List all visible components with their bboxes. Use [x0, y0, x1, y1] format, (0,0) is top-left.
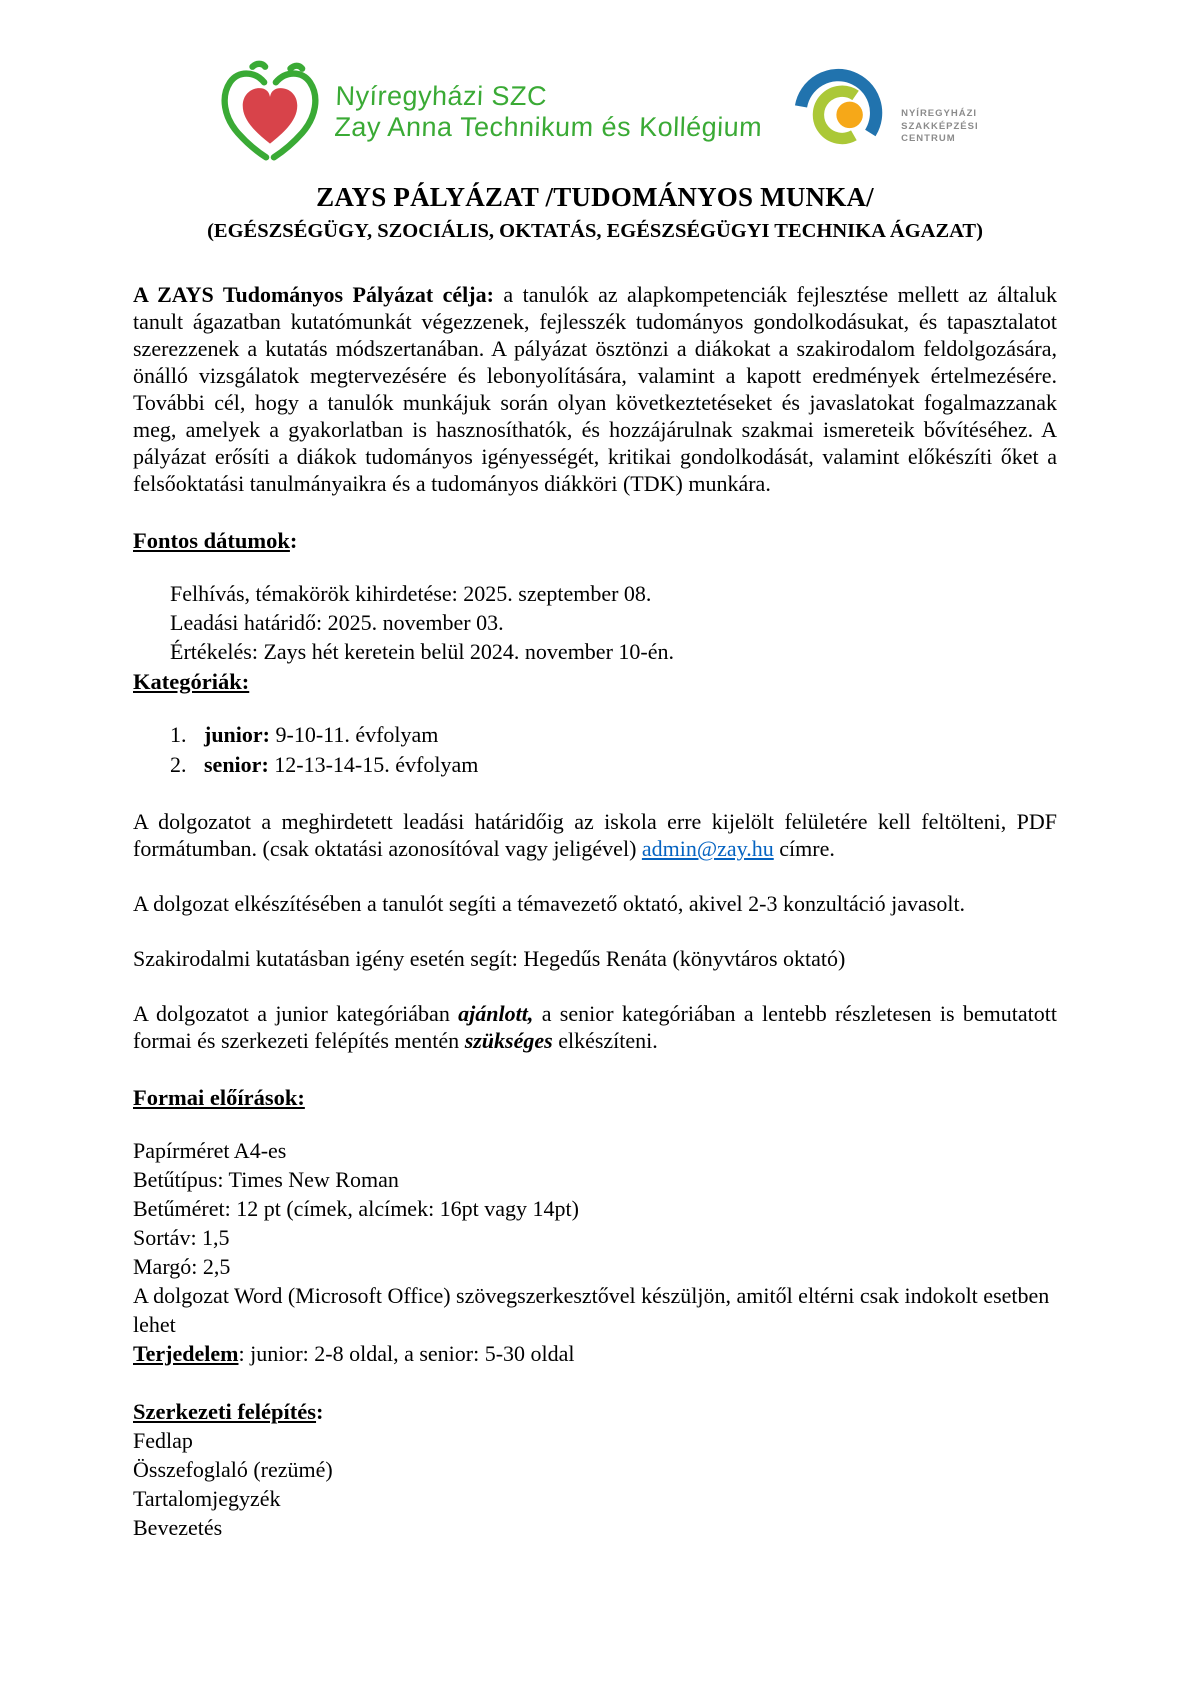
formal-line: Betűtípus: Times New Roman — [133, 1167, 399, 1192]
upload-text-pre: A dolgozatot a meghirdetett leadási határidőig az iskola erre kijelölt felületére kell feltölteni, PDF formátumban. (csak oktatási azonosítóval vagy jeligével) — [133, 809, 1057, 861]
centrum-logo-line3: CENTRUM — [901, 133, 956, 145]
page-subtitle: (EGÉSZSÉGÜGY, SZOCIÁLIS, OKTATÁS, EGÉSZSÉGÜGYI TECHNIKA ÁGAZAT) — [207, 220, 983, 242]
centrum-logo — [791, 60, 979, 164]
intro-body: a tanulók az alapkompetenciák fejlesztése mellett az általuk tanult ágazatban kutatómunkát végezzenek, fejlesszék tudományos gondolkodásukat, és tapasztalatot szerezzenek a kutatás módszertanában. A pályázat ösztönzi a diákokat a szakirodalom feldolgozására, önálló vizsgálatok megtervezésére és lebonyolítására, valamint a kapott eredmények értelmezésére. További cél, hogy a tanulók munkájuk során olyan következtetéseket és javaslatokat fogalmazzanak meg, amelyek a gyakorlatban is hasznosíthatók, és hozzájárulnak szakmai ismereteik bővítéséhez. A pályázat erősíti a diákok tudományos igényességét, kritikai gondolkodását, valamint előkészíti őket a felsőoktatási tanulmányaikra és a tudományos diákköri (TDK) munkára. — [133, 282, 1058, 496]
header — [133, 56, 1057, 168]
date-item: Felhívás, témakörök kihirdetése: 2025. szeptember 08. — [170, 581, 652, 606]
format-text-pre: A dolgozatot a junior kategóriában — [133, 1001, 459, 1026]
structure-item: Fedlap — [133, 1428, 193, 1453]
heading-important-dates — [133, 527, 1057, 555]
formal-line-terjedelem — [133, 1339, 1057, 1368]
page-title: ZAYS PÁLYÁZAT /TUDOMÁNYOS MUNKA/ — [316, 182, 874, 212]
centrum-logo-line2: SZAKKÉPZÉSI — [901, 120, 979, 132]
consultation-paragraph: A dolgozat elkészítésében a tanulót segíti a témavezető oktató, akivel 2-3 konzultáció javasolt. — [133, 891, 966, 916]
format-recommendation-paragraph — [133, 1000, 1057, 1054]
list-number: 1. — [170, 722, 187, 747]
heading-formal-requirements-text: Formai előírások: — [133, 1085, 305, 1110]
category-item-junior — [170, 720, 1057, 750]
heart-in-hands-icon — [211, 56, 329, 168]
format-text-post: elkészíteni. — [552, 1028, 658, 1053]
formal-line: Sortáv: 1,5 — [133, 1225, 230, 1250]
heading-structure-text: Szerkezeti felépítés — [133, 1399, 317, 1424]
heading-categories — [133, 668, 1057, 696]
heading-structure-colon: : — [316, 1399, 324, 1424]
category-item-text — [204, 750, 478, 780]
category-item-text — [204, 720, 438, 750]
list-number: 2. — [170, 752, 187, 777]
category-detail: 9-10-11. évfolyam — [270, 722, 439, 747]
upload-text-post: címre. — [773, 836, 835, 861]
school-logo-line1: Nyíregyházi SZC — [335, 80, 549, 111]
heading-structure — [133, 1398, 1057, 1426]
intro-lead: A ZAYS Tudományos Pályázat célja: — [133, 282, 494, 307]
structure-item: Összefoglaló (rezümé) — [133, 1457, 333, 1482]
structure-item: Tartalomjegyzék — [133, 1486, 281, 1511]
date-item: Leadási határidő: 2025. november 03. — [170, 610, 504, 635]
centrum-logo-line1: NYÍREGYHÁZI — [901, 107, 978, 119]
library-help-paragraph: Szakirodalmi kutatásban igény esetén segít: Hegedűs Renáta (könyvtáros oktató) — [133, 946, 846, 971]
heading-important-dates-colon: : — [289, 528, 298, 553]
category-label: junior: — [204, 722, 270, 747]
categories-list — [133, 720, 1057, 780]
format-text-mid: a senior kategóriában a lentebb részletesen is bemutatott formai és szerkezeti felépítés mentén — [133, 1001, 1057, 1053]
formal-line: Betűméret: 12 pt (címek, alcímek: 16pt vagy 14pt) — [133, 1196, 579, 1221]
terjedelem-label: Terjedelem — [133, 1341, 239, 1366]
important-dates-list — [133, 579, 1057, 666]
heading-categories-text: Kategóriák: — [133, 669, 250, 694]
heading-formal-requirements — [133, 1084, 1057, 1112]
school-logo-line2: Zay Anna Technikum és Kollégium — [334, 112, 764, 142]
formal-line: Margó: 2,5 — [133, 1254, 231, 1279]
centrum-rings-icon — [791, 60, 895, 164]
category-detail: 12-13-14-15. évfolyam — [268, 752, 479, 777]
formal-line: Papírméret A4-es — [133, 1138, 287, 1163]
heading-important-dates-text: Fontos dátumok — [133, 528, 290, 553]
formal-requirements-list — [133, 1136, 1057, 1368]
upload-paragraph — [133, 808, 1057, 862]
structure-list — [133, 1426, 1057, 1542]
intro-paragraph — [133, 281, 1057, 497]
school-logo — [211, 56, 763, 168]
centrum-logo-text — [901, 108, 979, 146]
structure-item: Bevezetés — [133, 1515, 223, 1540]
category-item-senior — [170, 750, 1057, 780]
date-item: Értékelés: Zays hét keretein belül 2024. november 10-én. — [170, 639, 674, 664]
format-emphasis-ajanlott: ajánlott, — [458, 1001, 534, 1026]
terjedelem-text: : junior: 2-8 oldal, a senior: 5-30 oldal — [238, 1341, 575, 1366]
school-logo-text — [334, 81, 764, 143]
category-label: senior: — [204, 752, 269, 777]
format-emphasis-szukseges: szükséges — [464, 1028, 553, 1053]
formal-line: A dolgozat Word (Microsoft Office) szövegszerkesztővel készüljön, amitől eltérni csak indokolt esetben lehet — [133, 1283, 1050, 1337]
red-heart-icon — [243, 88, 298, 144]
email-link[interactable]: admin@zay.hu — [641, 836, 774, 861]
